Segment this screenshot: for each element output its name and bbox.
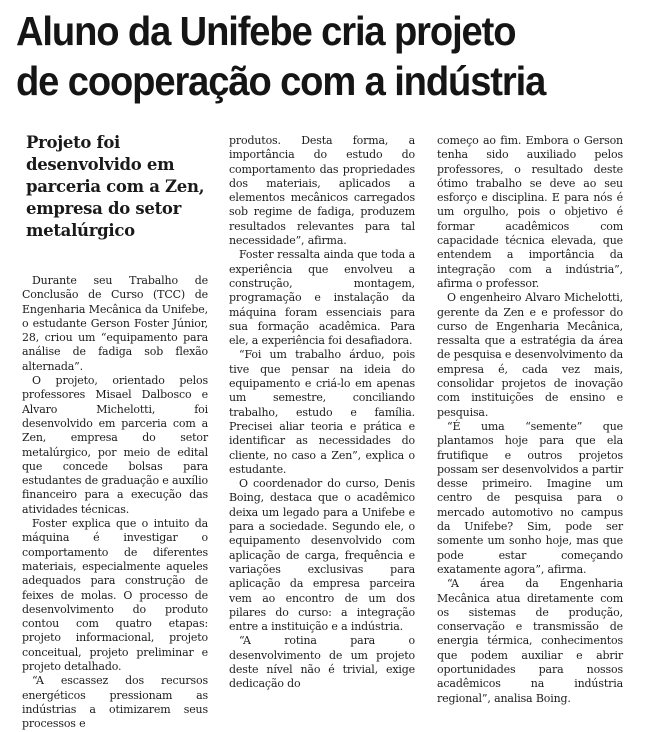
paragraph: “A área da Engenharia Mecânica atua diretamente com os sistemas de produção, conservação e transmissão de energia térmica, conhecimentos que podem auxiliar e abrir oportunidades para nossos acadêmicos na indústria regional”, analisa Boing.	[437, 577, 623, 705]
paragraph: “A rotina para o desenvolvimento de um projeto deste nível não é trivial, exige dedicação do	[229, 634, 415, 691]
paragraph: “Foi um trabalho árduo, pois tive que pensar na ideia do equipamento e criá-lo em apenas um semestre, conciliando trabalho, estudo e família. Precisei aliar teoria e prática e identificar as necessidades do cliente, no caso a Zen”, explica o estudante.	[229, 348, 415, 476]
article-column-3	[437, 134, 623, 706]
headline-line-2: de cooperação com a indústria	[16, 58, 546, 104]
subheadline: Projeto foi desenvolvido em parceria com a Zen, empresa do setor metalúrgico	[26, 133, 205, 240]
paragraph: “É uma “semente” que plantamos hoje para que ela frutifique e outros projetos possam ser desenvolvidos a partir desse primeiro. Imagine um centro de pesquisa para o mercado automotivo no campus da Unifebe? Sim, pode ser somente um sonho hoje, mas que pode estar começando exatamente agora”, afirma.	[437, 419, 623, 576]
paragraph: Foster explica que o intuito da máquina é investigar o comportamento de diferentes materiais, especialmente aqueles adequados para construção de feixes de molas. O processo de desenvolvimento do produto contou com quatro etapas: projeto informacional, projeto conceitual, projeto preliminar e projeto detalhado.	[22, 517, 208, 674]
headline	[16, 6, 596, 106]
paragraph: começo ao fim. Embora o Gerson tenha sido auxiliado pelos professores, o resultado deste ótimo trabalho se deve ao seu esforço e disciplina. E para nós é um orgulho, pois o objetivo é formar acadêmicos com capacidade técnica elevada, que entendem a importância da integração com a indústria”, afirma o professor.	[437, 134, 623, 290]
paragraph: Foster ressalta ainda que toda a experiência que envolveu a construção, montagem, programação e instalação da máquina foram essenciais para sua formação acadêmica. Para ele, a experiência foi desafiadora.	[229, 248, 415, 348]
paragraph: Durante seu Trabalho de Conclusão de Curso (TCC) de Engenharia Mecânica da Unifebe, o estudante Gerson Foster Júnior, 28, criou um “equipamento para análise de fadiga sob flexão alternada”.	[22, 274, 208, 373]
paragraph: produtos. Desta forma, a importância do estudo do comportamento das propriedades dos materiais, aplicados a elementos mecânicos carregados sob regime de fadiga, produzem resultados relevantes para tal necessidade”, afirma.	[229, 134, 415, 248]
paragraph: O coordenador do curso, Denis Boing, destaca que o acadêmico deixa um legado para a Unifebe e para a sociedade. Segundo ele, o equipamento desenvolvido com aplicação de carga, frequência e variações exclusivas para aplicação da empresa parceira vem ao encontro de um dos pilares do curso: a integração entre a instituição e a indústria.	[229, 477, 415, 634]
paragraph: O engenheiro Alvaro Michelotti, gerente da Zen e e professor do curso de Engenharia Mecânica, ressalta que a estratégia da área de pesquisa e desenvolvimento da empresa é, cada vez mais, consolidar projetos de inovação com instituições de ensino e pesquisa.	[437, 291, 623, 419]
article-column-2	[229, 134, 415, 692]
paragraph: O projeto, orientado pelos professores Misael Dalbosco e Alvaro Michelotti, foi desenvolvido em parceria com a Zen, empresa do setor metalúrgico, por meio de edital que concede bolsas para estudantes de graduação e auxílio financeiro para a execução das atividades técnicas.	[22, 374, 208, 516]
headline-line-1: Aluno da Unifebe cria projeto	[16, 8, 516, 54]
article-column-1	[22, 274, 208, 732]
paragraph: “A escassez dos recursos energéticos pressionam as indústrias a otimizarem seus processos e	[22, 674, 208, 731]
